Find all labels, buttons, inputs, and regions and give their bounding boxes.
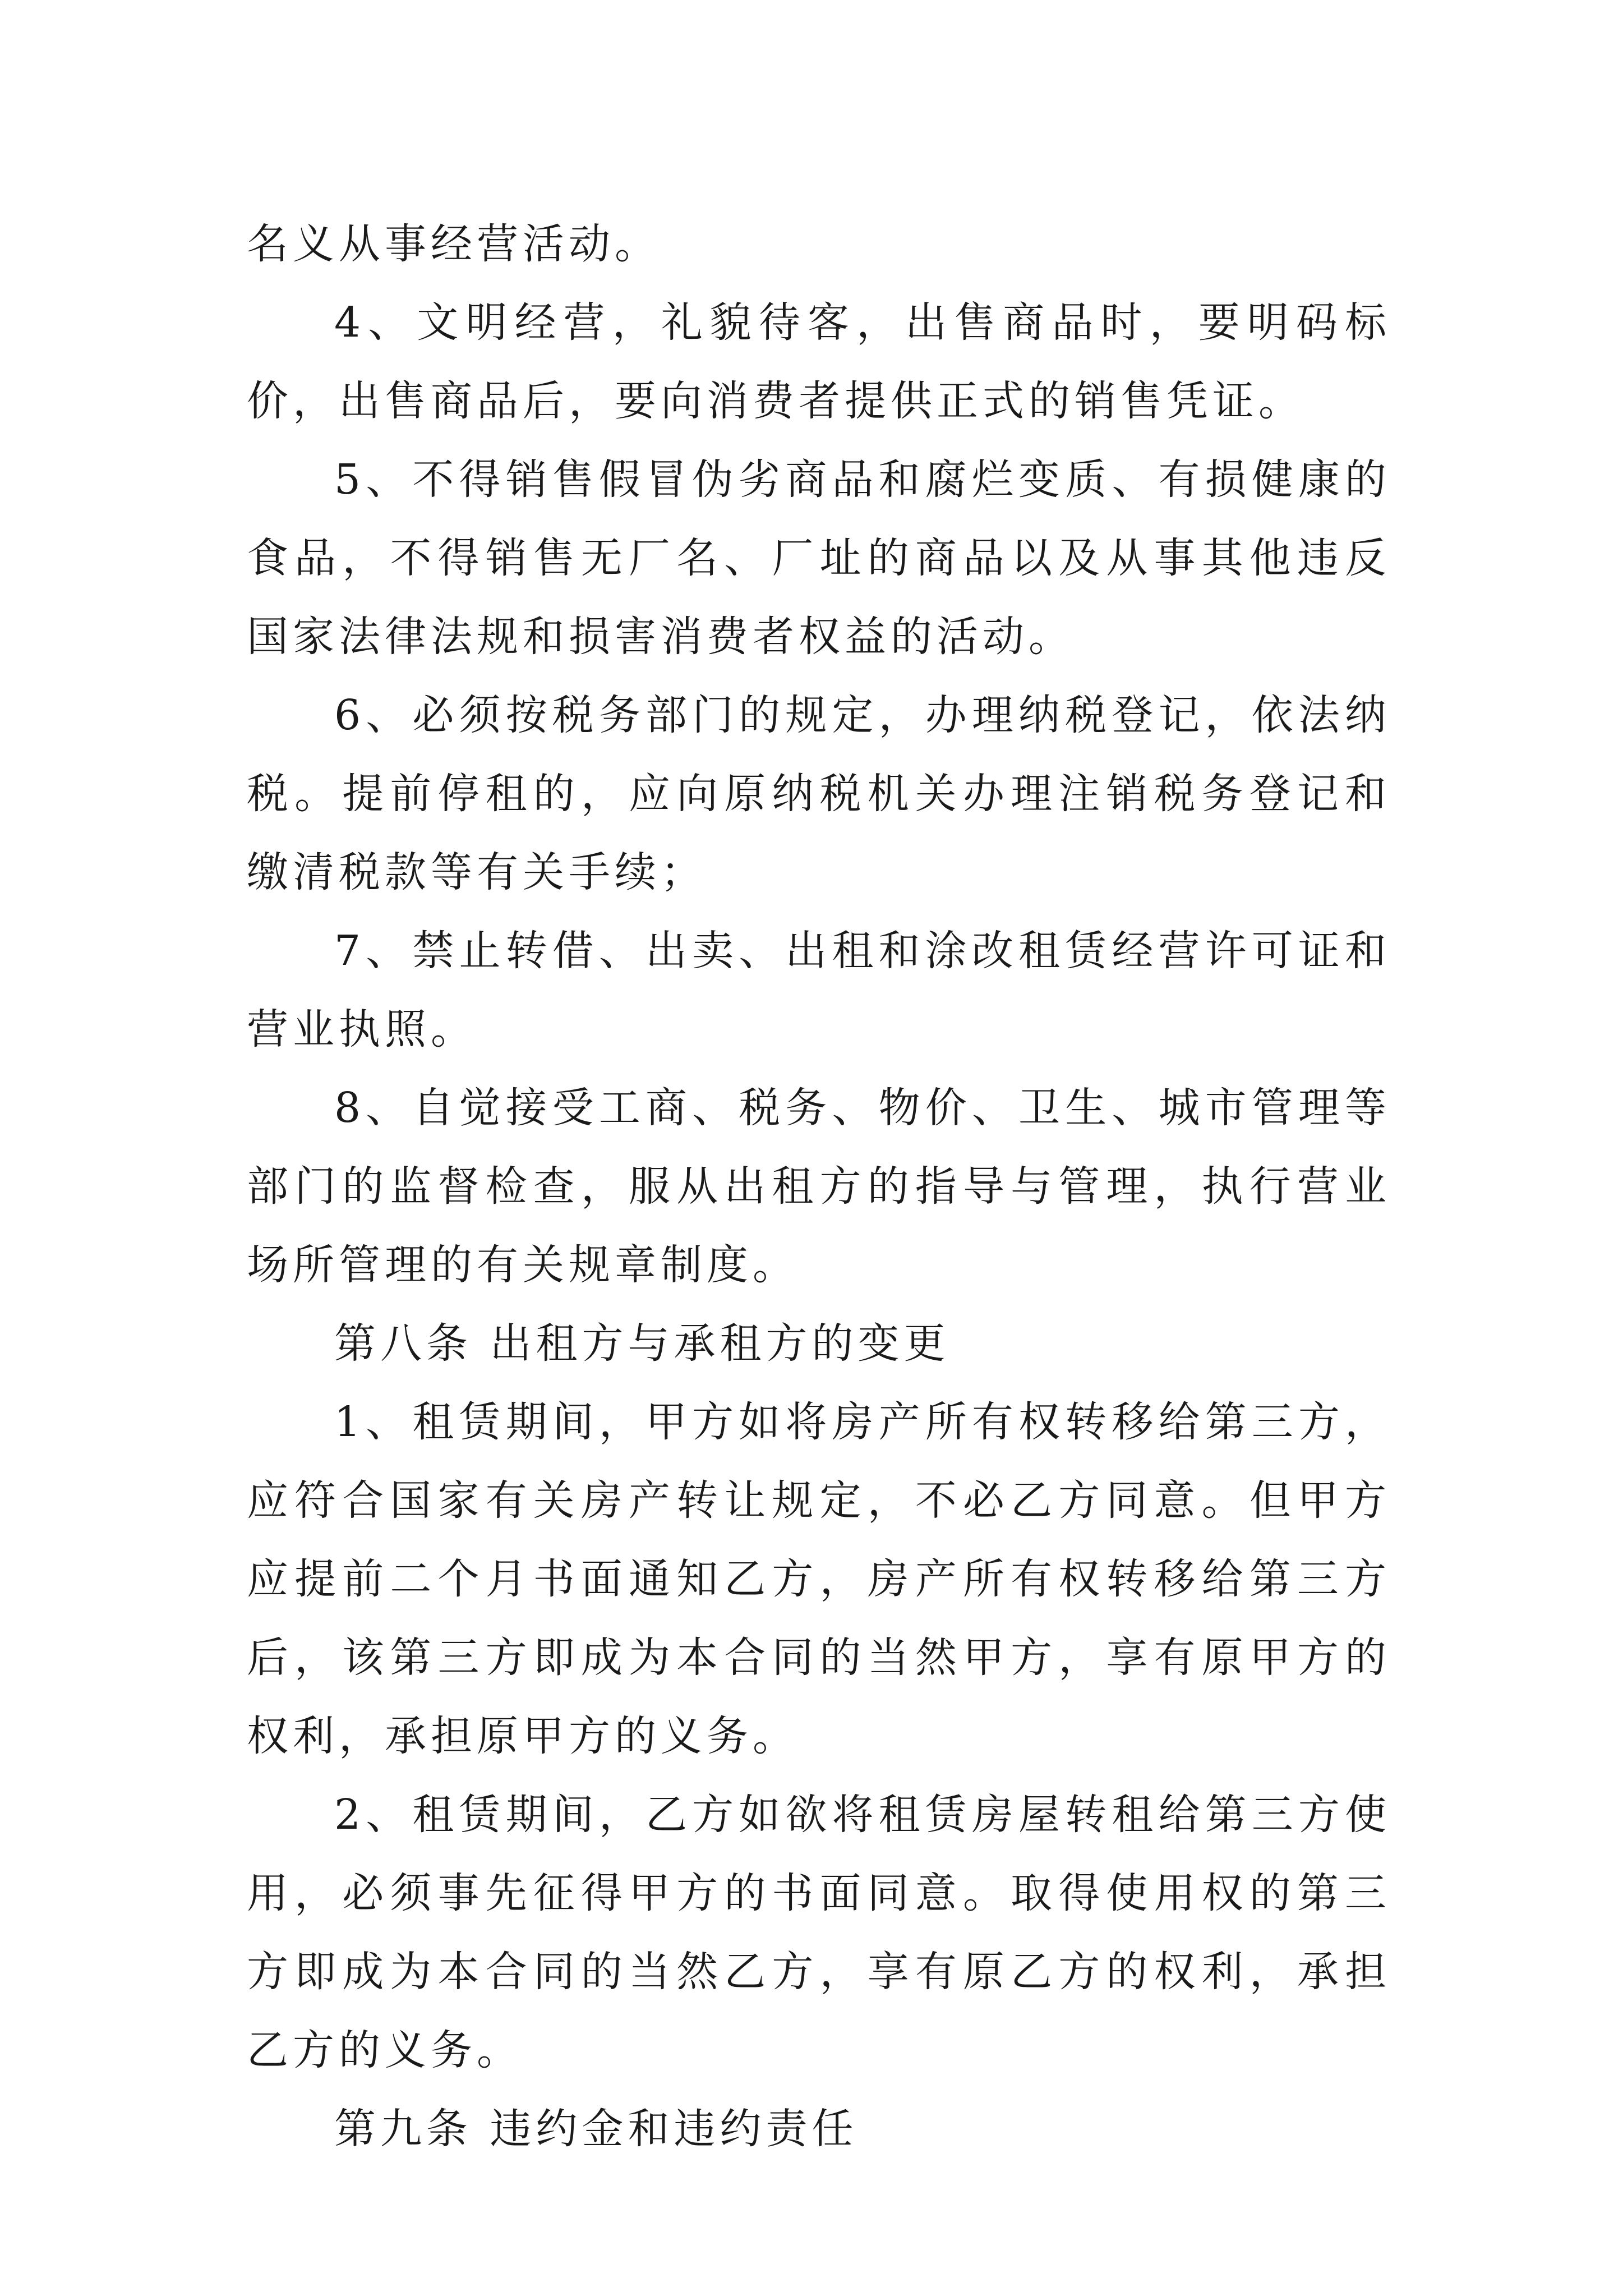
article-8-heading: 第八条 出租方与承租方的变更 (334, 1319, 950, 1368)
paragraph-continuation: 名义从事经营活动。 (247, 220, 661, 268)
article-8-item-1: 1、租赁期间，甲方如将房产所有权转移给第三方，应符合国家有关房产转让规定，不必乙方同意。但甲方应提前二个月书面通知乙方，房产所有权转移给第三方后，该第三方即成为本合同的当然甲方，享有原甲方的权利，承担原甲方的义务。 (247, 1398, 1391, 1760)
paragraph-item-5: 5、不得销售假冒伪劣商品和腐烂变质、有损健康的食品，不得销售无厂名、厂址的商品以及从事其他违反国家法律法规和损害消费者权益的活动。 (247, 455, 1391, 661)
article-9-heading: 第九条 违约金和违约责任 (334, 2105, 858, 2153)
paragraph-item-8: 8、自觉接受工商、税务、物价、卫生、城市管理等部门的监督检查，服从出租方的指导与管理，执行营业场所管理的有关规章制度。 (247, 1084, 1391, 1289)
paragraph-item-7: 7、禁止转借、出卖、出租和涂改租赁经营许可证和营业执照。 (247, 927, 1391, 1053)
paragraph-item-6: 6、必须按税务部门的规定，办理纳税登记，依法纳税。提前停租的，应向原纳税机关办理注销税务登记和缴清税款等有关手续； (247, 691, 1391, 896)
article-8-item-2: 2、租赁期间，乙方如欲将租赁房屋转租给第三方使用，必须事先征得甲方的书面同意。取得使用权的第三方即成为本合同的当然乙方，享有原乙方的权利，承担乙方的义务。 (247, 1791, 1391, 2074)
document-body (247, 205, 1391, 2168)
paragraph-item-4: 4、文明经营，礼貌待客，出售商品时，要明码标价，出售商品后，要向消费者提供正式的销售凭证。 (247, 298, 1391, 425)
